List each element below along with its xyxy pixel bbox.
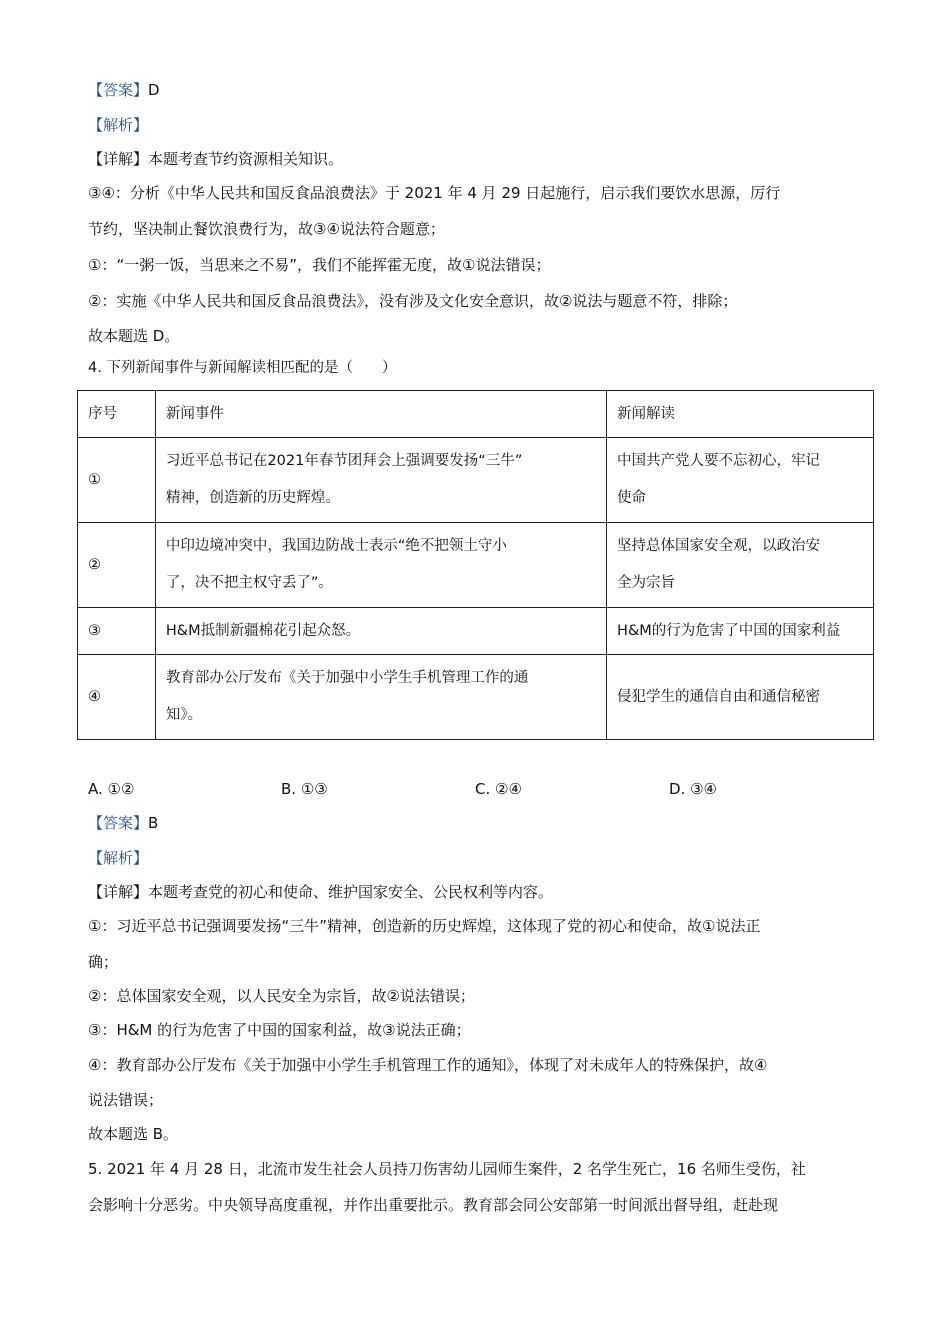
interp-line: H&M的行为危害了中国的国家利益 <box>617 622 841 639</box>
row-no: ① <box>78 438 156 523</box>
row-interp <box>607 523 874 608</box>
row-interp <box>607 608 874 655</box>
interp-line: 坚持总体国家安全观，以政治安 <box>617 538 821 554</box>
q5-text-line: 会影响十分恶劣。中央领导高度重视，并作出重要批示。教育部会同公安部第一时间派出督导组，赶赴现 <box>88 1196 779 1214</box>
row-no: ④ <box>78 655 156 740</box>
q3-text-line: ①：“一粥一饭，当思来之不易”，我们不能挥霍无度，故①说法错误； <box>88 256 551 274</box>
row-event <box>155 655 606 740</box>
q4-detail-line <box>88 881 553 903</box>
interp-line: 中国共产党人要不忘初心，牢记 <box>617 453 821 469</box>
detail-tag: 【详解】 <box>88 150 149 168</box>
row-interp <box>607 655 874 740</box>
q3-answer-line <box>88 79 160 101</box>
q3-text-line: ②：实施《中华人民共和国反食品浪费法》，没有涉及文化安全意识，故②说法与题意不符，排除； <box>88 292 738 310</box>
q5-text-line: 5. 2021 年 4 月 28 日，北流市发生社会人员持刀伤害幼儿园师生案件，2 名学生死亡，16 名师生受伤，社 <box>88 1160 806 1178</box>
q3-text-line: ③④：分析《中华人民共和国反食品浪费法》于 2021 年 4 月 29 日起施行，启示我们要饮水思源，厉行 <box>88 184 781 202</box>
header-no: 序号 <box>78 391 156 438</box>
q3-text-line: 节约，坚决制止餐饮浪费行为，故③④说法符合题意； <box>88 220 445 238</box>
answer-tag: 【答案】 <box>88 814 149 832</box>
option-a: A. ①② <box>88 780 135 798</box>
event-line: 中印边境冲突中，我国边防战士表示“绝不把领土守小 <box>165 538 507 554</box>
q4-answer-line <box>88 812 158 834</box>
table-row <box>78 608 874 655</box>
row-event <box>155 608 606 655</box>
detail-tag: 【详解】 <box>88 883 149 901</box>
table-header-row <box>78 391 874 438</box>
detail-text: 本题考查党的初心和使命、维护国家安全、公民权利等内容。 <box>148 883 554 901</box>
interp-line: 全为宗旨 <box>617 575 676 591</box>
q4-text-line: 说法错误； <box>88 1091 164 1109</box>
event-line: 教育部办公厅发布《关于加强中小学生手机管理工作的通 <box>165 670 529 686</box>
q4-analysis-tag: 【解析】 <box>88 849 149 867</box>
event-line: 精神，创造新的历史辉煌。 <box>165 490 340 506</box>
q3-text-line: 故本题选 D。 <box>88 327 180 345</box>
row-event <box>155 438 606 523</box>
q4-text-line: ④：教育部办公厅发布《关于加强中小学生手机管理工作的通知》，体现了对未成年人的特殊保护，故④ <box>88 1056 768 1074</box>
header-event: 新闻事件 <box>155 391 606 438</box>
q3-analysis-tag: 【解析】 <box>88 116 149 134</box>
row-no: ③ <box>78 608 156 655</box>
q4-text-line: 故本题选 B。 <box>88 1125 179 1143</box>
news-table <box>77 390 874 740</box>
event-line: 习近平总书记在2021年春节团拜会上强调要发扬“三牛” <box>165 453 523 469</box>
option-c: C. ②④ <box>475 780 522 798</box>
row-no: ② <box>78 523 156 608</box>
event-line: 知》。 <box>165 707 203 723</box>
event-line: H&M抵制新疆棉花引起众怒。 <box>165 622 361 639</box>
q4-stem: 4. 下列新闻事件与新闻解读相匹配的是（ ） <box>88 360 397 376</box>
option-d: D. ③④ <box>669 780 717 798</box>
answer-value: B <box>148 814 159 832</box>
q4-text-line: ②：总体国家安全观，以人民安全为宗旨，故②说法错误； <box>88 987 475 1005</box>
header-interp: 新闻解读 <box>607 391 874 438</box>
q4-options <box>88 778 888 800</box>
q4-text-line: 确； <box>88 953 119 971</box>
q4-text-line: ①：习近平总书记强调要发扬“三牛”精神，创造新的历史辉煌，这体现了党的初心和使命，故①说法正 <box>88 917 761 935</box>
detail-text: 本题考查节约资源相关知识。 <box>148 150 344 168</box>
answer-value: D <box>148 81 160 99</box>
table-row <box>78 655 874 740</box>
option-b: B. ①③ <box>281 780 328 798</box>
interp-line: 使命 <box>617 490 647 506</box>
answer-tag: 【答案】 <box>88 81 149 99</box>
interp-line: 侵犯学生的通信自由和通信秘密 <box>617 688 821 705</box>
table-row <box>78 438 874 523</box>
q4-text-line: ③：H&M 的行为危害了中国的国家利益，故③说法正确； <box>88 1021 471 1039</box>
row-event <box>155 523 606 608</box>
event-line: 了，决不把主权守丢了”。 <box>165 575 333 591</box>
table-row <box>78 523 874 608</box>
row-interp <box>607 438 874 523</box>
q3-detail-line <box>88 148 343 170</box>
